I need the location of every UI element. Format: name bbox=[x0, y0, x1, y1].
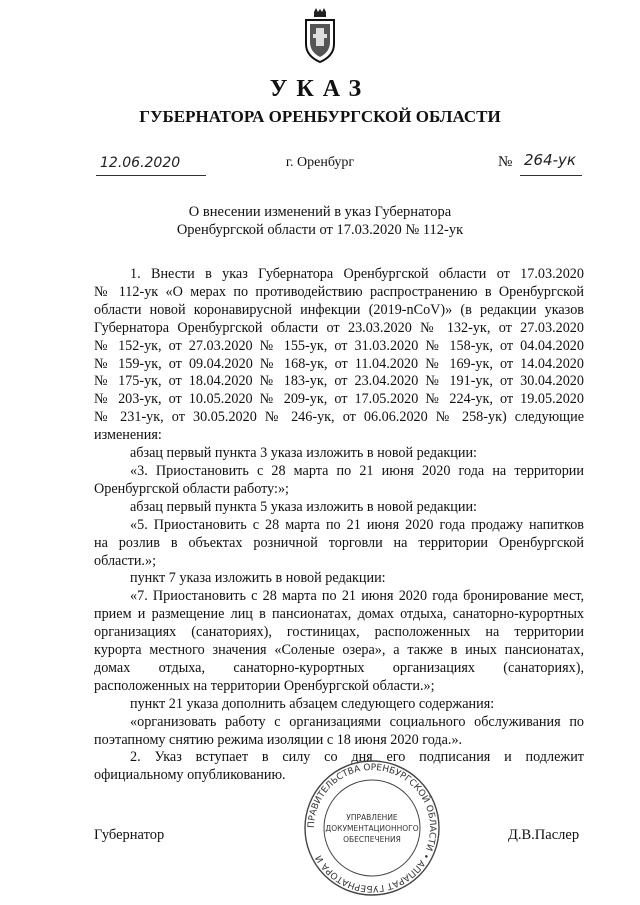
body-line: «3. Приостановить с 28 марта по 21 июня 2020 года на территории bbox=[130, 462, 584, 479]
body-line: изменения: bbox=[94, 427, 162, 444]
body-line: 2. Указ вступает в силу со дня его подписания и подлежит bbox=[130, 749, 584, 766]
body-line: № 231-ук, от 30.05.2020 № 246-ук, от 06.06.2020 № 258-ук) следующие bbox=[94, 409, 584, 426]
heading-line: О внесении изменений в указ Губернатора bbox=[188, 204, 452, 220]
body-line: 1. Внести в указ Губернатора Оренбургской области от 17.03.2020 bbox=[130, 266, 584, 282]
body-line: официальному опубликованию. bbox=[94, 767, 286, 784]
document-body bbox=[94, 266, 584, 785]
heading-line: Оренбургской области от 17.03.2020 № 112-ук bbox=[176, 222, 464, 238]
document-date: 12.06.2020 bbox=[100, 155, 181, 171]
body-line: на розлив в объектах розничной торговли на территории Оренбургской bbox=[94, 534, 584, 551]
official-stamp bbox=[302, 758, 442, 898]
body-line: № 112-ук «О мерах по противодействию распространению в Оренбургской bbox=[94, 283, 584, 300]
body-line: пункт 7 указа изложить в новой редакции: bbox=[130, 570, 386, 587]
body-line: области новой коронавирусной инфекции (2019-nCoV)» (в редакции указов bbox=[94, 301, 584, 318]
stamp-line: УПРАВЛЕНИЕ bbox=[346, 813, 398, 822]
body-line: курорта местного значения «Соленые озера», а также в иных пансионатах, bbox=[94, 642, 584, 659]
body-line: абзац первый пункта 5 указа изложить в новой редакции: bbox=[130, 498, 477, 515]
body-line: организациях (санаториях), гостиницах, расположенных на территории bbox=[94, 624, 584, 641]
body-line: «7. Приостановить с 28 марта по 21 июня 2020 года бронирование мест, bbox=[130, 588, 584, 605]
body-line: № 152-ук, от 27.03.2020 № 155-ук, от 31.03.2020 № 158-ук, от 04.04.2020 bbox=[94, 337, 584, 354]
document-heading bbox=[0, 203, 640, 239]
stamp-ring-text: ПРАВИТЕЛЬСТВА ОРЕНБУРГСКОЙ ОБЛАСТИ • АППАРАТ ГУБЕРНАТОРА И bbox=[306, 762, 438, 894]
body-line: области.»; bbox=[94, 552, 157, 569]
stamp-line: ОБЕСПЕЧЕНИЯ bbox=[343, 835, 401, 844]
body-line: прием и размещение лиц в пансионатах, домах отдыха, санаторно-курортных bbox=[94, 606, 584, 623]
document-title: УКАЗ bbox=[269, 76, 371, 102]
body-line: № 159-ук, от 09.04.2020 № 168-ук, от 11.04.2020 № 169-ук, от 14.04.2020 bbox=[94, 355, 584, 372]
coat-of-arms-icon bbox=[300, 8, 340, 64]
document-city: г. Оренбург bbox=[285, 155, 355, 170]
body-line: «5. Приостановить с 28 марта по 21 июня 2020 года продажу напитков bbox=[130, 516, 584, 533]
number-underline bbox=[520, 175, 582, 176]
body-line: № 175-ук, от 18.04.2020 № 183-ук, от 23.04.2020 № 191-ук, от 30.04.2020 bbox=[94, 373, 584, 390]
stamp-line: ДОКУМЕНТАЦИОННОГО bbox=[325, 824, 419, 833]
date-underline bbox=[96, 175, 206, 176]
signer-name: Д.В.Паслер bbox=[508, 827, 580, 843]
body-line: абзац первый пункта 3 указа изложить в новой редакции: bbox=[130, 445, 477, 462]
document-number: 264-ук bbox=[524, 151, 576, 169]
body-line: расположенных на территории Оренбургской области.»; bbox=[94, 677, 435, 694]
body-line: домах отдыха, санаторно-курортных организациях (санаториях), bbox=[94, 659, 584, 676]
body-line: Губернатора Оренбургской области от 23.03.2020 № 132-ук, от 27.03.2020 bbox=[94, 319, 584, 336]
number-sign: № bbox=[498, 154, 513, 170]
signer-position: Губернатор bbox=[94, 827, 165, 843]
document-subtitle: ГУБЕРНАТОРА ОРЕНБУРГСКОЙ ОБЛАСТИ bbox=[139, 107, 501, 126]
body-line: Оренбургской области работу:»; bbox=[94, 480, 289, 497]
body-line: пункт 21 указа дополнить абзацем следующего содержания: bbox=[130, 695, 495, 712]
body-line: «организовать работу с организациями социального обслуживания по bbox=[130, 713, 584, 730]
body-line: № 203-ук, от 10.05.2020 № 209-ук, от 17.05.2020 № 224-ук, от 19.05.2020 bbox=[94, 391, 584, 408]
body-line: поэтапному снятию режима изоляции с 18 июня 2020 года.». bbox=[94, 731, 463, 748]
